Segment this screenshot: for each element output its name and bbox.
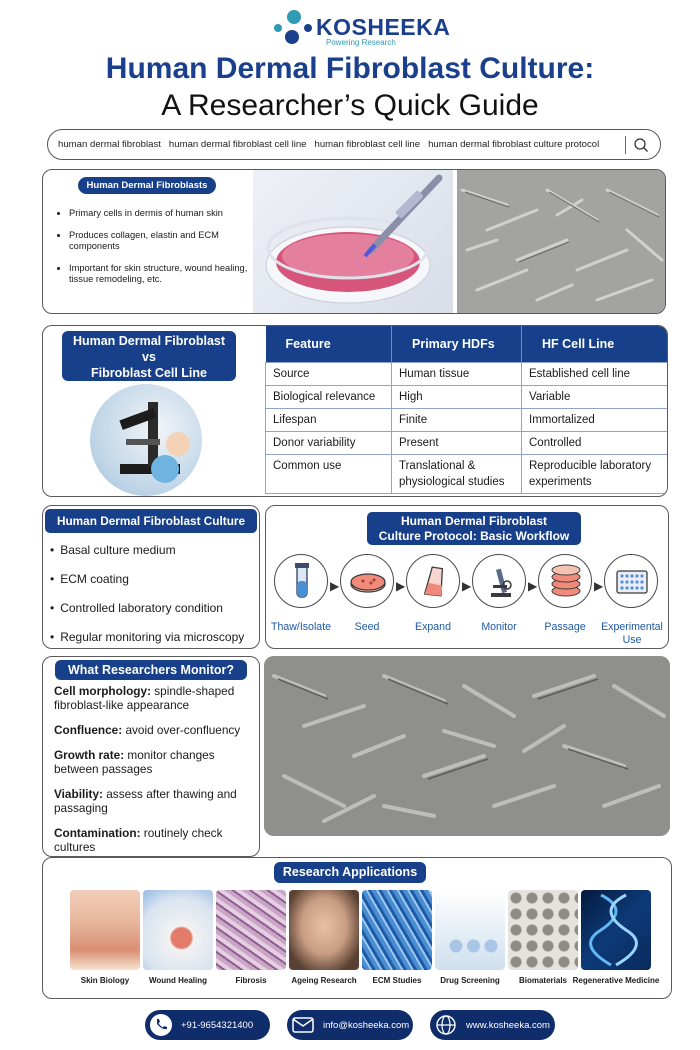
table-cell: Established cell line [522, 362, 669, 385]
email-contact[interactable] [287, 1010, 413, 1040]
search-keyword[interactable]: human dermal fibroblast culture protocol [428, 139, 600, 150]
monitor-item [54, 684, 260, 712]
skin-biology-image [70, 890, 140, 970]
monitor-text: assess after thawing and passaging [54, 787, 237, 815]
application-card [435, 890, 505, 985]
wound-healing-image [143, 890, 213, 970]
email-address[interactable]: info@kosheeka.com [323, 1019, 410, 1031]
application-label: Regenerative Medicine [572, 976, 660, 985]
biomaterials-image [508, 890, 578, 970]
table-cell: Immortalized [522, 408, 669, 431]
application-label: Wound Healing [148, 976, 208, 985]
petri-dish-icon [340, 554, 394, 608]
search-keyword[interactable]: human fibroblast cell line [314, 139, 421, 150]
step-label: Passage [544, 621, 586, 633]
table-cell: Source [266, 362, 392, 385]
table-cell: Common use [266, 454, 392, 493]
microscope-icon [472, 554, 526, 608]
column-header: HF Cell Line [522, 326, 669, 362]
table-cell: High [392, 385, 522, 408]
table-cell: Translational & physiological studies [392, 454, 522, 493]
page-subtitle: A Researcher’s Quick Guide [161, 89, 539, 122]
table-row [266, 385, 669, 408]
applications-heading: Research Applications [274, 862, 426, 883]
search-icon[interactable] [633, 137, 649, 153]
step-label: Seed [354, 621, 380, 633]
table-row [266, 454, 669, 493]
list-item: • Basal culture medium [50, 543, 244, 572]
phone-icon [149, 1013, 173, 1037]
list-item: • Primary cells in dermis of human skin [69, 208, 254, 219]
regenerative-medicine-image [581, 890, 651, 970]
list-item: • ECM coating [50, 572, 244, 601]
fibrosis-image [216, 890, 286, 970]
application-label: ECM Studies [372, 976, 422, 985]
drug-screening-image [435, 890, 505, 970]
application-label: Fibrosis [235, 976, 267, 985]
application-label: Drug Screening [440, 976, 500, 985]
table-cell: Reproducible laboratory experiments [522, 454, 669, 493]
email-icon [291, 1013, 315, 1037]
monitor-term: Contamination: [54, 826, 141, 840]
website-contact[interactable] [430, 1010, 555, 1040]
monitor-item [54, 723, 260, 737]
arrow-right-icon: ▶ [594, 579, 604, 593]
column-header: Feature [266, 326, 392, 362]
comparison-heading-line: Human Dermal Fibroblast [72, 334, 226, 348]
application-card [143, 890, 213, 985]
monitor-text: monitor changes between passages [54, 748, 215, 776]
comparison-heading-line: Fibroblast Cell Line [91, 366, 207, 380]
monitor-term: Growth rate: [54, 748, 125, 762]
application-card [572, 890, 660, 985]
table-row [266, 362, 669, 385]
monitor-heading: What Researchers Monitor? [55, 660, 247, 680]
intro-bullet-list [69, 208, 254, 296]
step-label: Expand [415, 621, 451, 633]
brand-tagline: Powering Research [326, 38, 396, 47]
monitor-term: Cell morphology: [54, 684, 151, 698]
table-cell: Finite [392, 408, 522, 431]
step-label: Monitor [481, 621, 517, 633]
petri-dish-photo [253, 170, 453, 314]
culture-heading: Human Dermal Fibroblast Culture [45, 509, 257, 533]
step-label: Experimental Use [601, 621, 663, 646]
arrow-right-icon: ▶ [330, 579, 340, 593]
page-title: Human Dermal Fibroblast Culture: [105, 52, 595, 85]
brand-name: KOSHEEKA [316, 14, 451, 40]
application-card [362, 890, 432, 985]
monitor-term: Confluence: [54, 723, 123, 737]
vial-icon [274, 554, 328, 608]
culture-list [50, 543, 244, 649]
comparison-heading [62, 331, 236, 381]
application-card [289, 890, 359, 985]
monitor-text: spindle-shaped fibroblast-like appearance [54, 684, 235, 712]
search-keyword[interactable]: human dermal fibroblast [58, 139, 161, 150]
table-cell: Donor variability [266, 431, 392, 454]
table-cell: Controlled [522, 431, 669, 454]
arrow-right-icon: ▶ [396, 579, 406, 593]
protocol-heading-line: Human Dermal Fibroblast [400, 514, 548, 528]
monitor-item [54, 748, 260, 776]
protocol-heading-line: Culture Protocol: Basic Workflow [378, 529, 570, 543]
application-card [216, 890, 286, 985]
monitor-text: avoid over-confluency [125, 723, 241, 737]
search-divider [625, 136, 626, 154]
comparison-table [265, 326, 668, 494]
monitor-item [54, 787, 260, 815]
application-card [70, 890, 140, 985]
table-row [266, 431, 669, 454]
brand-logo [270, 8, 451, 50]
comparison-heading-line: vs [142, 350, 156, 364]
phone-contact[interactable] [145, 1010, 270, 1040]
globe-icon [434, 1013, 458, 1037]
confluent-cells-micrograph [264, 656, 670, 836]
list-item: • Controlled laboratory condition [50, 601, 244, 630]
table-cell: Lifespan [266, 408, 392, 431]
column-header: Primary HDFs [392, 326, 522, 362]
phone-number[interactable]: +91-9654321400 [181, 1019, 254, 1031]
search-keyword[interactable]: human dermal fibroblast cell line [168, 139, 307, 150]
table-cell: Human tissue [392, 362, 522, 385]
arrow-right-icon: ▶ [528, 579, 538, 593]
table-cell: Variable [522, 385, 669, 408]
application-label: Skin Biology [80, 976, 130, 985]
comparison-panel [42, 325, 668, 497]
application-label: Biomaterials [518, 976, 568, 985]
monitor-item [54, 826, 260, 854]
table-row [266, 408, 669, 431]
table-cell: Present [392, 431, 522, 454]
applications-panel [42, 857, 672, 999]
ecm-studies-image [362, 890, 432, 970]
list-item: • Regular monitoring via microscopy [50, 630, 244, 649]
flask-icon [406, 554, 460, 608]
microscope-photo [90, 384, 202, 496]
monitor-panel [42, 656, 260, 857]
culture-panel [42, 505, 260, 649]
keyword-search-bar[interactable] [47, 129, 661, 160]
table-header-row [266, 326, 669, 362]
arrow-right-icon: ▶ [462, 579, 472, 593]
ageing-research-image [289, 890, 359, 970]
list-item: • Important for skin structure, wound healing, tissue remodeling, etc. [69, 263, 254, 285]
monitor-text: routinely check cultures [54, 826, 223, 854]
well-plate-icon [604, 554, 658, 608]
fibroblast-micrograph [457, 170, 666, 314]
protocol-panel [265, 505, 669, 649]
logo-mark-icon [270, 8, 314, 48]
step-label: Thaw/Isolate [270, 621, 332, 633]
website-url[interactable]: www.kosheeka.com [466, 1019, 550, 1031]
application-label: Ageing Research [291, 976, 357, 985]
application-card [508, 890, 578, 985]
protocol-heading [367, 512, 581, 545]
table-cell: Biological relevance [266, 385, 392, 408]
stacked-plates-icon [538, 554, 592, 608]
monitor-term: Viability: [54, 787, 103, 801]
list-item: • Produces collagen, elastin and ECM components [69, 230, 254, 252]
intro-panel [42, 169, 666, 314]
intro-heading: Human Dermal Fibroblasts [78, 177, 216, 194]
